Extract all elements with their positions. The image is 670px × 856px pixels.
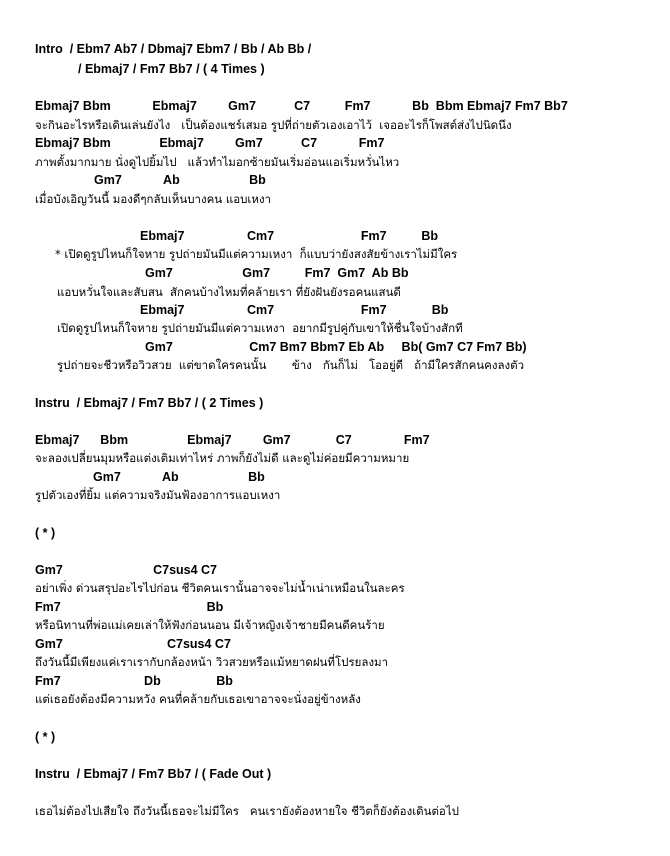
verse2-lyric-1: จะลองเปลี่ยนมุมหรือแต่งเติมเท่าไหร่ ภาพก็ยังไม่ดี และดูไม่ค่อยมีความหมาย (35, 451, 410, 465)
bridge-lyric-4: แต่เธอยังต้องมีความหวัง คนที่คล้ายกับเธอเขาอาจจะนั่งอยู่ข้างหลัง (35, 692, 361, 706)
bridge-lyric-1: อย่าเพิ่ง ด่วนสรุปอะไรไปก่อน ชีวิตคนเรานั้นอาจจะไม่น้ำเน่าเหมือนในละคร (35, 581, 405, 595)
chorus-lyric-2: แอบหวั่นใจและสับสน สักคนบ้างไหมที่คล้ายเรา ที่ยังฝันยังรอคนแสนดี (57, 285, 401, 299)
chorus-lyric-3: เปิดดูรูปไหนก็ใจหาย รูปถ่ายมันมีแต่ความเหงา อยากมีรูปคู่กับเขาให้ชื่นใจบ้างสักที (57, 321, 463, 335)
bridge-chords-4: Fm7 Db Bb (35, 674, 233, 688)
bridge-chords-1: Gm7 C7sus4 C7 (35, 563, 218, 577)
verse2-chords-1: Ebmaj7 Bbm Ebmaj7 Gm7 C7 Fm7 (35, 433, 430, 447)
outro-lyric: เธอไม่ต้องไปเสียใจ ถึงวันนี้เธอจะไม่มีใคร คนเรายังต้องหายใจ ชีวิตก็ยังต้องเดินต่อไป (35, 804, 459, 818)
chorus-chords-3: Ebmaj7 Cm7 Fm7 Bb (140, 303, 449, 317)
verse2-lyric-2: รูปตัวเองที่ยิ้ม แต่ความจริงมันฟ้องอาการแอบเหงา (35, 488, 281, 502)
chorus-chords-1: Ebmaj7 Cm7 Fm7 Bb (140, 229, 438, 243)
verse1-lyric-3: เมื่อบังเอิญวันนี้ มองดีๆกลับเห็นบางคน แอบเหงา (35, 192, 272, 206)
bridge-chords-2: Fm7 Bb (35, 600, 224, 614)
instrumental-1: Instru / Ebmaj7 / Fm7 Bb7 / ( 2 Times ) (35, 396, 264, 410)
verse1-lyric-1: จะกินอะไรหรือเดินเล่นยังไง เป็นต้องแชร์เสมอ รูปที่ถ่ายตัวเองเอาไว้ เจออะไรก็โพสต์ส่งไปนิดนึง (35, 118, 512, 132)
bridge-lyric-3: ถึงวันนี้มีเพียงแค่เราเรากับกล้องหน้า วิวสวยหรือแม้หยาดฝนที่โปรยลงมา (35, 655, 389, 669)
verse1-lyric-2: ภาพตั้งมากมาย นั่งดูไปยิ้มไป แล้วทำไมอกซ้ายมันเริ่มอ่อนแอเริ่มหวั่นไหว (35, 155, 400, 169)
verse1-chords-3: Gm7 Ab Bb (35, 173, 266, 187)
chorus-lyric-1: * เปิดดูรูปไหนก็ใจหาย รูปถ่ายมันมีแต่ความเหงา ก็แบบว่ายังสงสัยข้างเราไม่มีใคร (55, 247, 458, 261)
bridge-chords-3: Gm7 C7sus4 C7 (35, 637, 231, 651)
repeat-chorus-2: ( * ) (35, 730, 56, 744)
intro-line-1: Intro / Ebm7 Ab7 / Dbmaj7 Ebm7 / Bb / Ab Bb / (35, 42, 312, 56)
verse1-chords-2: Ebmaj7 Bbm Ebmaj7 Gm7 C7 Fm7 (35, 136, 385, 150)
verse1-chords-1: Ebmaj7 Bbm Ebmaj7 Gm7 C7 Fm7 Bb Bbm Ebmaj7 Fm7 Bb7 (35, 99, 568, 113)
chorus-chords-2: Gm7 Gm7 Fm7 Gm7 Ab Bb (145, 266, 409, 280)
instrumental-2: Instru / Ebmaj7 / Fm7 Bb7 / ( Fade Out ) (35, 767, 272, 781)
bridge-lyric-2: หรือนิทานที่พ่อแม่เคยเล่าให้ฟังก่อนนอน มีเจ้าหญิงเจ้าชายมีคนดีคนร้าย (35, 618, 385, 632)
verse2-chords-2: Gm7 Ab Bb (93, 470, 265, 484)
chorus-lyric-4: รูปถ่ายจะชีวหรือวิวสวย แต่ขาดใครคนนั้น ข้าง กันก็ไม่ โออยู่ดี ถ้ามีใครสักคนคงลงตัว (57, 358, 525, 372)
chorus-chords-4: Gm7 Cm7 Bm7 Bbm7 Eb Ab Bb( Gm7 C7 Fm7 Bb) (145, 340, 527, 354)
repeat-chorus-1: ( * ) (35, 526, 56, 540)
intro-line-2: / Ebmaj7 / Fm7 Bb7 / ( 4 Times ) (78, 62, 265, 76)
